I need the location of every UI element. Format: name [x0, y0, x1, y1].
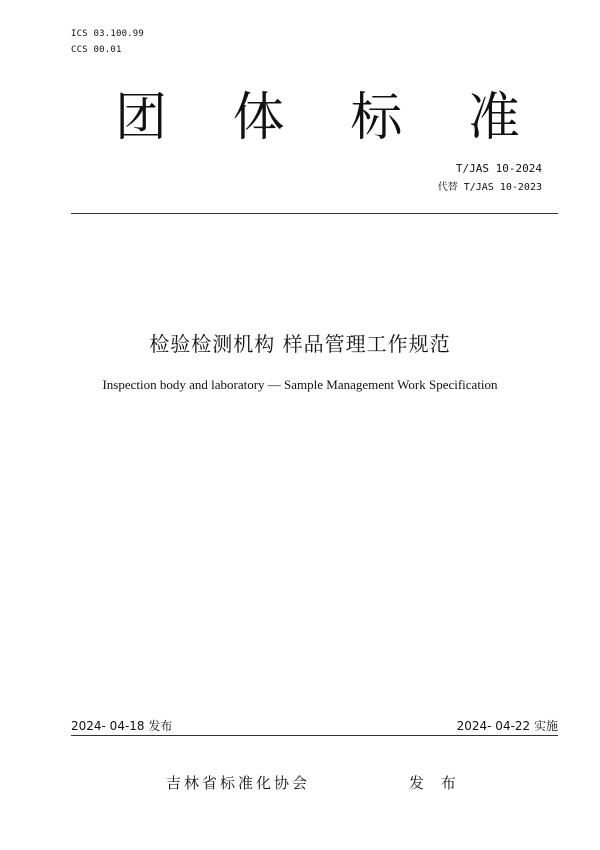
- footer-divider: [71, 735, 558, 736]
- publish-label: 发 布: [409, 774, 462, 792]
- standard-type-char: 标: [350, 88, 403, 148]
- issue-date: 2024- 04-18 发布: [71, 719, 173, 733]
- replaces-standard: 代替 T/JAS 10-2023: [437, 182, 542, 193]
- standard-number: T/JAS 10-2024: [455, 162, 542, 175]
- document-title-english: Inspection body and laboratory — Sample Management Work Specification: [102, 377, 498, 392]
- implementation-date: 2024- 04-22 实施: [456, 719, 558, 733]
- ccs-code: CCS 00.01: [71, 45, 122, 55]
- standard-type-title: [115, 86, 520, 150]
- document-title-chinese: 检验检测机构 样品管理工作规范: [149, 332, 451, 356]
- ics-code: ICS 03.100.99: [71, 29, 145, 39]
- standard-type-char: 体: [232, 88, 285, 148]
- header-divider: [71, 213, 558, 214]
- standard-type-char: 团: [115, 88, 168, 148]
- standard-type-char: 准: [467, 88, 520, 148]
- issuing-organization: 吉林省标准化协会: [166, 774, 311, 792]
